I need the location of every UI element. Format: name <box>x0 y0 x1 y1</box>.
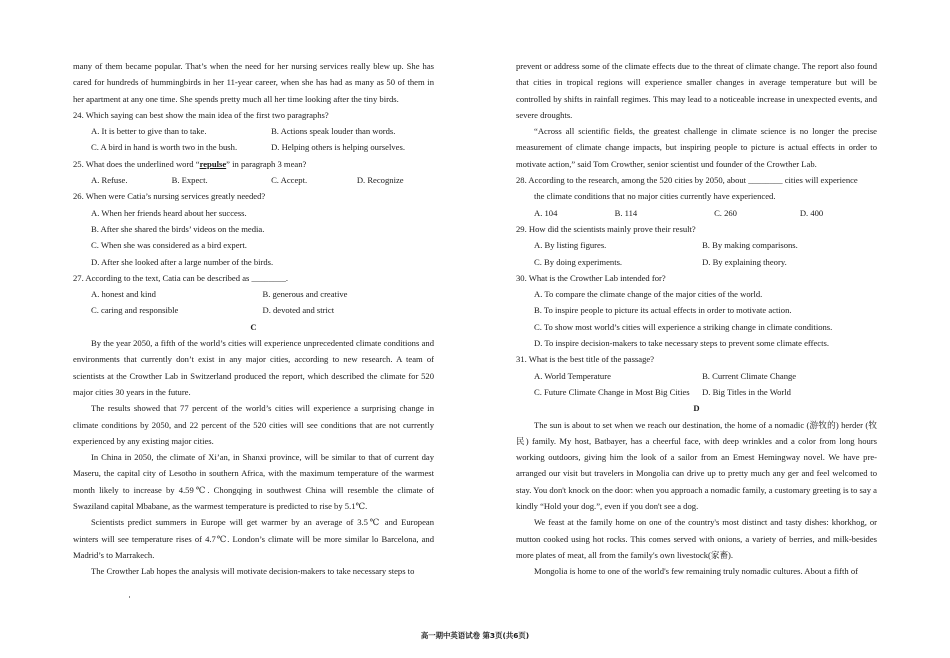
question-24-options-row2 <box>73 139 434 155</box>
c-paragraph: The results showed that 77 percent of the world’s cities will experience a surprising change in climate conditions by 2050, and 22 percent of the 520 cities will see conditions that are not currently experienced by any existing major cities. <box>73 403 434 446</box>
intro-paragraph: many of them became popular. That’s when the need for her nursing services really blew up. She has cared for hundreds of hummingbirds in her 11-year career, when she has had as many as 50 of them in her apartment at any one time. She spends pretty much all her time looking after the tiny birds. <box>73 61 434 104</box>
c-paragraph: The Crowther Lab hopes the analysis will motivate decision-makers to take necessary steps to <box>91 566 415 577</box>
question-26-stem: 26. When were Catia’s nursing services greatly needed? <box>73 191 266 202</box>
q29-option-a: A. By listing figures. <box>534 240 607 251</box>
q29-option-d: D. By explaining theory. <box>702 256 787 267</box>
question-31-stem: 31. What is the best title of the passage? <box>516 354 655 365</box>
q31-option-a: A. World Temperature <box>534 370 611 381</box>
page-footer: 高一期中英语试卷 第3页(共6页) <box>420 631 530 640</box>
question-29-options-row1 <box>516 237 877 253</box>
q30-option-a: A. To compare the climate change of the major cities of the world. <box>534 289 763 300</box>
q27-option-c: C. caring and responsible <box>91 305 179 316</box>
q27-option-b: B. generous and creative <box>262 289 348 300</box>
q30-option-c: C. To show most world’s cities will experience a striking change in climate conditions. <box>534 321 833 332</box>
d-paragraph: The sun is about to set when we reach our destination, the home of a nomadic (游牧的) herder (牧民) family. My host, Batbayer, has a cheerful face, with deep wrinkles and a color from long hours working outdoors, giving him the look of a sailor from an Emest Hemingway novel. We have pre-arranged our visit but travelers in Mongolia can drive up to pretty much any ger and feel welcomed to stay. You don't knock on the door: when you approach a nomadic family, a customary greeting is to say a kindly “Hold your dog.”, even if you don't see a dog. <box>516 419 877 512</box>
q29-option-b: B. By making comparisons. <box>702 240 798 251</box>
question-31-options-row1 <box>516 368 877 384</box>
q25-option-a: A. Refuse. <box>91 175 128 186</box>
question-29-options-row2 <box>516 254 877 270</box>
question-27-options-row1 <box>73 286 434 302</box>
q27-option-a: A. honest and kind <box>91 289 156 300</box>
q26-option-c: C. When she was considered as a bird expert. <box>91 240 247 251</box>
q24-option-a: A. It is better to give than to take. <box>91 126 207 137</box>
q29-option-c: C. By doing experiments. <box>534 256 623 267</box>
continued-paragraph: prevent or address some of the climate effects due to the threat of climate change. The report also found that cities in tropical regions will experience smaller changes in average temperature but will be controlled by shifts in rainfall regimes. This may lead to a noticeable increase in unexpected events, and severe droughts. <box>516 61 877 120</box>
q28-option-c: C. 260 <box>714 207 737 218</box>
q30-option-b: B. To inspire people to picture its actual effects in order to motivate action. <box>534 305 792 316</box>
question-24-options-row1 <box>73 123 434 139</box>
question-31-options-row2 <box>516 384 877 400</box>
q26-option-d: D. After she looked after a large number of the birds. <box>91 256 274 267</box>
q27-option-d: D. devoted and strict <box>262 305 335 316</box>
crowther-quote: “Across all scientific fields, the greatest challenge in climate science is no longer the precise measurement of climate change impacts, but inspiring people to picture is actual effects in order to motivate action,” said Tom Crowther, senior scientist und founder of the Crowther Lab. <box>516 126 877 169</box>
d-paragraph: We feast at the family home on one of the country's most distinct and tasty dishes: khorkhog, or mutton cooked using hot rocks. This comes served with onions, a variety of berries, and milk-besides more plates of meat, all from the family's own livestock(家畜). <box>516 517 877 560</box>
q25-stem-prefix: 25. What does the underlined word “ <box>73 158 200 169</box>
q26-option-a: A. When her friends heard about her success. <box>91 207 247 218</box>
q28-option-b: B. 114 <box>614 207 638 218</box>
q24-option-b: B. Actions speak louder than words. <box>271 126 396 137</box>
q24-option-c: C. A bird in hand is worth two in the bush. <box>91 142 238 153</box>
q25-option-c: C. Accept. <box>271 175 308 186</box>
question-24-stem: 24. Which saying can best show the main idea of the first two paragraphs? <box>73 109 329 120</box>
q28-option-a: A. 104 <box>534 207 558 218</box>
question-30-stem: 30. What is the Crowther Lab intended for? <box>516 272 666 283</box>
c-paragraph: In China in 2050, the climate of Xi’an, in Shanxi province, will be similar to that of current day Maseru, the capital city of Lesotho in southern Africa, with the maximum temperature of the warmest month likely to increase by 4.59℃. Chongqing in southwest China will resemble the climate of Swaziland capital Mbabane, as the warmest temperature is predicted to rise by 5.1℃. <box>73 452 434 512</box>
q28-option-d: D. 400 <box>799 207 824 218</box>
question-28-stem: 28. According to the research, among the 520 cities by 2050, about ________ cities will experience <box>516 175 858 186</box>
q26-option-b: B. After she shared the birds’ videos on the media. <box>91 223 265 234</box>
underlined-word: repulse <box>199 158 227 169</box>
q30-option-d: D. To inspire decision-makers to take necessary steps to prevent some climate effects. <box>534 338 829 349</box>
c-paragraph: By the year 2050, a fifth of the world’s cities will experience unprecedented climate conditions and environments that currently don’t exist in any major cities, according to new research. A team of scientists at the Crowther Lab in Switzerland produced the report, which described the climate for 520 major cities 30 years in the future. <box>73 338 434 397</box>
question-25-options <box>73 172 434 188</box>
right-column <box>516 58 877 580</box>
section-d-heading: D <box>693 403 700 414</box>
section-c-heading: C <box>250 321 257 332</box>
stray-mark <box>129 596 130 598</box>
d-paragraph: Mongolia is home to one of the world's few remaining truly nomadic cultures. About a fifth of <box>534 566 858 577</box>
question-25-stem <box>73 156 434 172</box>
q25-stem-suffix: ” in paragraph 3 mean? <box>226 158 307 169</box>
c-paragraph: Scientists predict summers in Europe will get warmer by an average of 3.5℃ and European winters will see temperature rises of 4.7℃. London’s climate will be more similar lo Barcelona, and Madrid’s to Marrakech. <box>73 517 434 560</box>
q25-option-b: B. Expect. <box>171 175 208 186</box>
q31-option-d: D. Big Titles in the World <box>702 386 791 397</box>
question-27-stem: 27. According to the text, Catia can be described as ________. <box>73 272 289 283</box>
question-29-stem: 29. How did the scientists mainly prove their result? <box>516 223 696 234</box>
question-28-stem-cont: the climate conditions that no major cities currently have experienced. <box>534 191 776 202</box>
question-28-options <box>516 205 877 221</box>
q31-option-b: B. Current Climate Change <box>702 370 797 381</box>
q25-option-d: D. Recognize <box>356 175 404 186</box>
q24-option-d: D. Helping others is helping ourselves. <box>271 142 405 153</box>
question-27-options-row2 <box>73 302 434 318</box>
q31-option-c: C. Future Climate Change in Most Big Cities <box>534 386 690 397</box>
left-column <box>73 58 434 580</box>
